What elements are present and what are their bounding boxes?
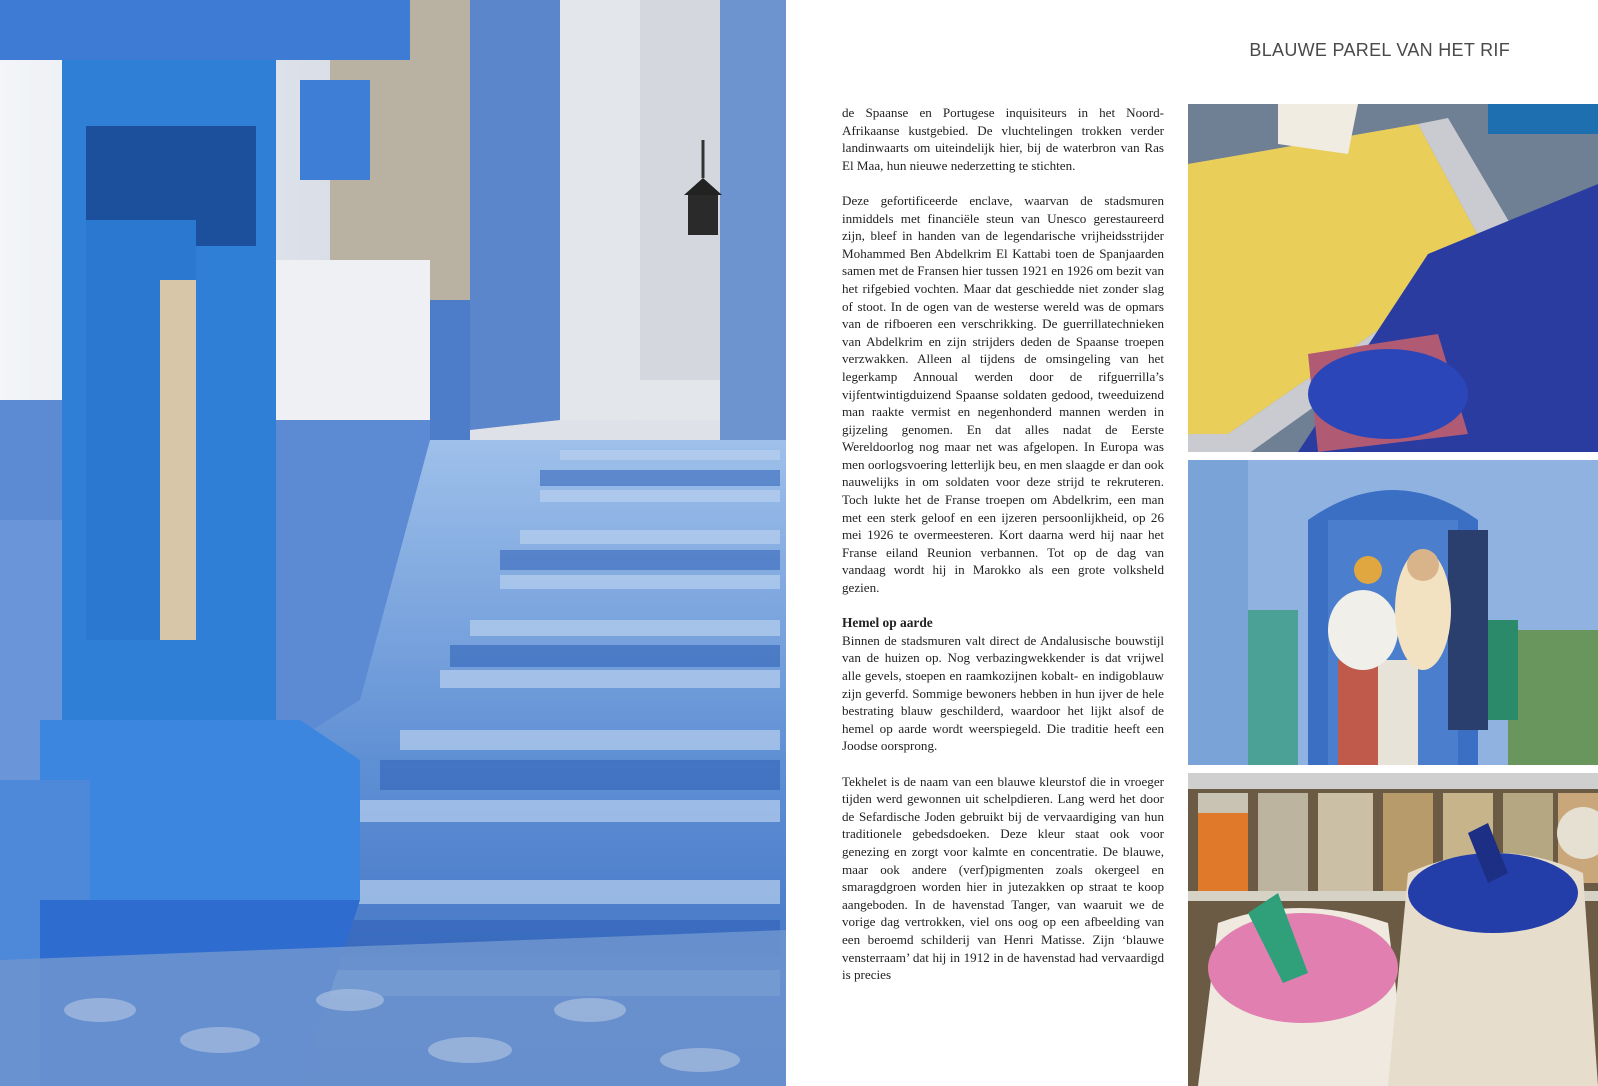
pigment-sacks-photo: [1188, 773, 1598, 1086]
running-head: BLAUWE PAREL VAN HET RIF: [1249, 40, 1510, 60]
article-paragraph: de Spaanse en Portugese inquisiteurs in het Noord-Afrikaanse kustgebied. De vluchtelingen trokken verder landinwaarts om uiteindelijk hier, bij de waterbron van Ras El Maa, hun nieuwe nederzetting te stichten.: [842, 105, 1164, 173]
mural-door-photo: [1188, 460, 1598, 765]
pigment-trays-photo: [1188, 104, 1598, 452]
article-paragraph: Tekhelet is de naam van een blauwe kleurstof die in vroeger tijden werd gewonnen uit schelpdieren. Lang werd het door de Sefardische Joden gebruikt bij de vervaardiging van hun traditionele gebedsdoeken. Deze kleur staat ook voor genezing en zorgt voor kalmte en concentratie. De blauwe, maar ook andere (verf)pigmenten zoals okergeel en smaragdgroen worden hier in jutezakken op straat te koop aangeboden. In de havenstad Tanger, van waaruit we de vorige dag vertrokken, viel ons oog op een afbeelding van een beroemd schilderij van Henri Matisse. Zijn ‘blauwe vensterraam’ dat hij in 1912 in de havenstad had vervaardigd is precies: [842, 773, 1164, 983]
article-text-column: [842, 104, 1164, 1001]
alley-stairs-photo: [0, 0, 786, 1086]
article-paragraph: Deze gefortificeerde enclave, waarvan de stadsmuren inmiddels met financiële steun van Unesco gerestaureerd zijn, bleef in handen van de legendarische vrijheidsstrijder Mohammed Ben Abdelkrim El Kattabi toen de Spanjaarden samen met de Fransen hier tussen 1921 en 1926 om bezit van het rifgebied vochten. Maar dat geschiedde niet zonder slag of stoot. In de ogen van de westerse wereld was de opmars van de rifboeren een verschrikking. De guerrillatechnieken van Abdelkrim en zijn strijders deden de Spaanse troepen verzwakken. Alleen al tijdens de omsingeling van het legerkamp Annoual werden door de rifguerrilla’s vijfentwintigduizend Spaanse soldaten gedood, tweeduizend man raakte vermist en negenhonderd mannen werden in gijzeling genomen. En dat alles nadat de Eerste Wereldoorlog nog maar net was afgelopen. In Europa was men oorlogsvoering letterlijk beu, en men slaagde er dan ook nauwelijks in om soldaten voor deze strijd te rekruteren. Toch lukte het de Franse troepen om Abdelkrim, een man met een sterk geloof en een ijzeren persoonlijkheid, op 26 mei 1926 te overmeesteren. Kort daarna werd hij naar het Franse eiland Reunion verbannen. Tot op de dag van vandaag wordt hij in Marokko als een grote volksheld gezien.: [842, 192, 1164, 596]
article-paragraph: Binnen de stadsmuren valt direct de Andalusische bouwstijl van de huizen op. Nog verbazingwekkender is dat vrijwel alle gevels, stoepen en raamkozijnen kobalt- en indigoblauw zijn geverfd. Sommige bewoners hebben in hun ijver de hele bestrating blauw geschilderd, waardoor het lijkt alsof de hemel op aarde wordt weerspiegeld. Die traditie heeft een Joodse oorsprong.: [842, 632, 1164, 754]
article-subheading: Hemel op aarde: [842, 615, 933, 631]
